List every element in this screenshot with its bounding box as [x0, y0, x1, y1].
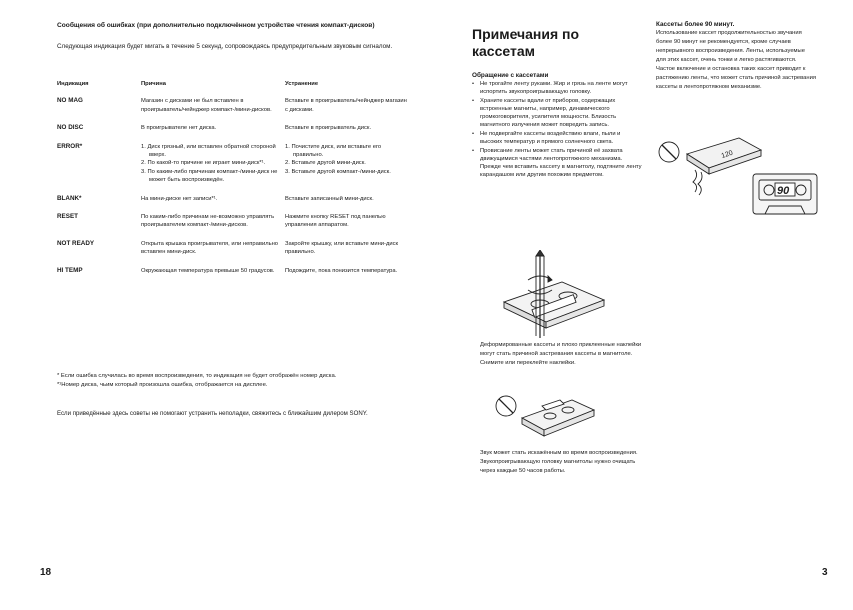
cassette-notes-title: Примечания по кассетам: [472, 26, 580, 59]
handling-subheading: Обращение с кассетами: [472, 72, 549, 79]
table-row: [57, 213, 413, 240]
error-messages-title: Сообщения об ошибках (при дополнительно подключённом устройстве чтения компакт-дисков): [57, 22, 375, 29]
footnote: *¹Номер диска, чьим который произошла ошибка, отображается на дисплее.: [57, 382, 268, 389]
pencil-cassette-illustration: [492, 250, 612, 340]
error-code: NO MAG: [57, 97, 83, 105]
error-fix: Нажмите кнопку RESET под панелью управления аппаратом.: [285, 214, 386, 229]
table-row: [57, 97, 413, 124]
long-cassette-body: Использование кассет продолжительностью звучания более 90 минут не рекомендуется, кроме случаев непрерывного воспроизведения. Ленты, используемые для этих кассет, очень тонки и легко растягиваются. Частое включение и остановка таких кассет приводит к растяжению ленты, что может стать причиной застревания кассеты в лентопротяжном механизме.: [656, 30, 816, 90]
error-fix: Подождите, пока понизится температура.: [285, 267, 398, 274]
error-fix: [285, 143, 413, 195]
table-row: [57, 240, 413, 267]
handling-list: [472, 80, 644, 180]
error-code: RESET: [57, 213, 78, 221]
error-code: ERROR*: [57, 142, 83, 150]
error-cause: [141, 143, 285, 195]
deformed-cassette-note: Деформированные кассеты и плохо приклеенные наклейки могут стать причиной застревания кассеты в магнитоле. Снимите или переклейте наклейки.: [480, 342, 642, 366]
table-row: [57, 267, 413, 285]
cause-item: 1. Диск грязный, или вставлен обратной стороной вверх.: [141, 143, 276, 159]
cause-item: 2. По какой-то причине не играет мини-диск*¹.: [141, 160, 266, 167]
long-cassette-heading: Кассеты более 90 минут.: [656, 21, 735, 28]
footnotes: [57, 372, 402, 391]
table-row: [57, 124, 413, 142]
error-cause: В проигрывателе нет диска.: [141, 125, 217, 132]
cassette-label-90: 90: [777, 185, 790, 197]
error-fix: Вставьте в проигрыватель/чейнджер магазин с дисками.: [285, 98, 407, 113]
list-item: • Не трогайте ленту руками. Жир и грязь на ленте могут испортить звукопроигрывающую головку.: [472, 80, 644, 96]
error-code: BLANK*: [57, 194, 82, 202]
header-cause: Причина: [141, 81, 166, 87]
error-fix: Вставьте в проигрыватель диск.: [285, 125, 372, 132]
page-number-right: 3: [822, 567, 828, 578]
cause-item: 3. По каким-либо причинам компакт-/мини-диск не может быть воспроизведён.: [141, 168, 278, 184]
error-cause: По каким-либо причинам не-возможно управлять проигрывателем компакт-/мини-дисков.: [141, 214, 275, 229]
fix-item: 2. Вставьте другой мини-диск.: [285, 160, 366, 167]
fix-item: 3. Вставьте другой компакт-/мини-диск.: [285, 168, 391, 175]
long-cassette-illustration: [655, 130, 825, 230]
cassette-label-120: 120: [720, 149, 734, 160]
error-table: [57, 80, 413, 285]
right-page: [440, 0, 853, 610]
error-table-header: [57, 80, 413, 97]
error-cause: На мини-диске нет записи*¹.: [141, 195, 218, 202]
error-code: HI TEMP: [57, 266, 83, 274]
closing-note: Если приведённые здесь советы не помогают устранить неполадки, свяжитесь с ближайшим дилером SONY.: [57, 410, 368, 417]
error-fix: Закройте крышку, или вставьте мини-диск правильно.: [285, 240, 399, 256]
header-indication: Индикация: [57, 81, 89, 87]
error-messages-intro: Следующая индикация будет мигать в течение 5 секунд, сопровождаясь предупредительным звуковым сигналом.: [57, 43, 393, 50]
error-cause: Магазин с дисками не был вставлен в проигрыватель/чейнджер компакт-/мини-дисков.: [141, 98, 272, 113]
table-row: [57, 195, 413, 213]
list-item: • Храните кассеты вдали от приборов, содержащих встроенные магниты, например, динамического громкоговорителя, усилителя мощности. Близость магнитного излучения может повредить запись.: [472, 97, 644, 129]
error-code: NO DISC: [57, 124, 84, 132]
header-fix: Устранение: [285, 81, 319, 87]
table-row: [57, 143, 413, 195]
list-item: • Провисание ленты может стать причиной её захвата движущимися частями лентопротяжного механизма. Прежде чем вставить кассету в магнитолу, подтяните ленту карандашом или другим похожим предметом.: [472, 147, 644, 179]
footnote: * Если ошибка случилась во время воспроизведения, то индикация не будет отображён номер диска.: [57, 373, 337, 379]
error-code: NOT READY: [57, 239, 95, 247]
error-cause: Открыта крышка проигрывателя, или неправильно вставлен мини-диск.: [141, 240, 279, 256]
list-item: • Не подвергайте кассеты воздействию влаги, пыли и высоких температур и прямого солнечного света.: [472, 130, 644, 146]
error-cause: Окружающая температура превыше 50 градусов.: [141, 267, 275, 274]
head-cleaning-note: Звук может стать искажённым во время воспроизведения. Звукопроигрывающую головку магнитолы нужно очищать через каждые 50 часов работы.: [480, 450, 638, 474]
fix-item: 1. Почистите диск, или вставьте его правильно.: [285, 143, 382, 159]
page-number-left: 18: [40, 567, 52, 578]
error-fix: Вставьте записанный мини-диск.: [285, 195, 374, 202]
prohibited-cassette-illustration: [490, 388, 600, 443]
